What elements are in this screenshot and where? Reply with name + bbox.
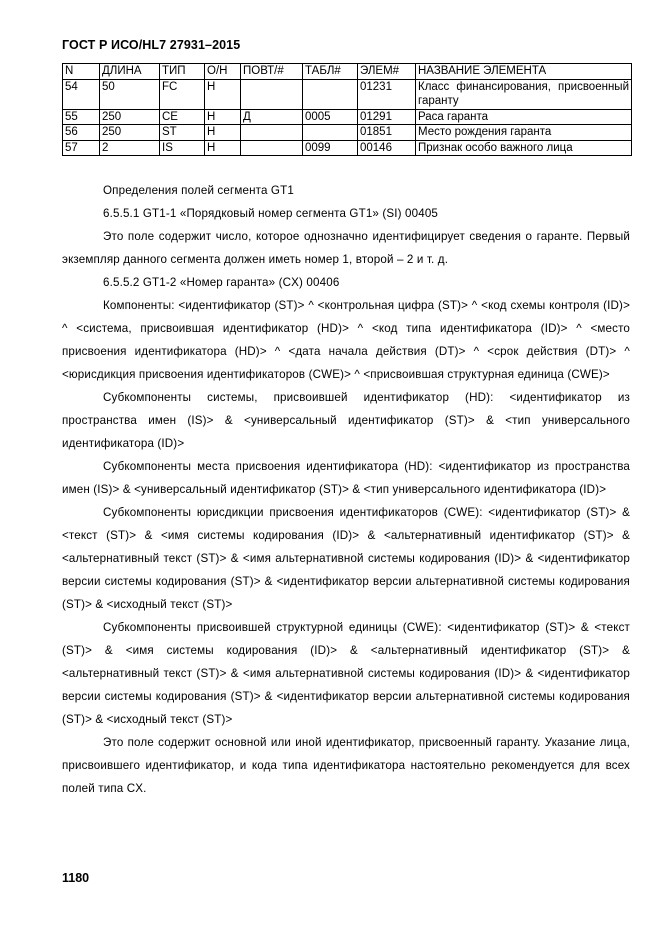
cell-required: Н xyxy=(205,125,241,141)
section-intro: Определения полей сегмента GT1 xyxy=(103,184,294,197)
col-header-type: ТИП xyxy=(160,64,205,80)
cell-n: 57 xyxy=(63,140,100,156)
cell-table: 0099 xyxy=(303,140,358,156)
cell-type: CE xyxy=(160,109,205,125)
cell-n: 56 xyxy=(63,125,100,141)
col-header-repeat: ПОВТ/# xyxy=(241,64,303,80)
paragraph: Это поле содержит основной или иной идентификатор, присвоенный гаранту. Указание лица, присвоившего идентификатор, и кода типа идентификатора настоятельно рекомендуется для всех полей типа CX. xyxy=(62,736,630,795)
cell-length: 2 xyxy=(100,140,160,156)
cell-repeat xyxy=(241,125,303,141)
cell-required: Н xyxy=(205,140,241,156)
col-header-length: ДЛИНА xyxy=(100,64,160,80)
table-header-row xyxy=(63,64,632,80)
cell-table xyxy=(303,125,358,141)
paragraph: Субкомпоненты системы, присвоившей идентификатор (HD): <идентификатор из пространства имен (IS)> & <универсальный идентификатор (ST)> & <тип универсального идентификатора (ID)> xyxy=(62,391,630,450)
cell-type: IS xyxy=(160,140,205,156)
cell-n: 55 xyxy=(63,109,100,125)
col-header-required: О/Н xyxy=(205,64,241,80)
cell-element-name: Место рождения гаранта xyxy=(416,125,632,141)
field-heading-gt1-2: 6.5.5.2 GT1-2 «Номер гаранта» (CX) 00406 xyxy=(103,276,340,289)
cell-required: Н xyxy=(205,79,241,109)
paragraph: Субкомпоненты присвоившей структурной единицы (CWE): <идентификатор (ST)> & <текст (ST)> & <имя системы кодирования (ID)> & <альтернативный идентификатор (ST)> & <альтернативный текст (ST)> & <имя альтернативной системы кодирования (ID)> & <идентификатор версии системы кодирования (ST)> & <идентификатор версии альтернативной системы кодирования (ST)> & <исходный текст (ST)> xyxy=(62,621,630,726)
cell-table xyxy=(303,79,358,109)
cell-element: 01291 xyxy=(358,109,416,125)
paragraph: Субкомпоненты места присвоения идентификатора (HD): <идентификатор из пространства имен (IS)> & <универсальный идентификатор (ST)> & <тип универсального идентификатора (ID)> xyxy=(62,460,630,496)
table-row xyxy=(63,140,632,156)
document-header: ГОСТ Р ИСО/HL7 27931–2015 xyxy=(62,38,241,52)
cell-repeat: Д xyxy=(241,109,303,125)
col-header-n: N xyxy=(63,64,100,80)
cell-required: Н xyxy=(205,109,241,125)
paragraph: Это поле содержит число, которое однозначно идентифицирует сведения о гаранте. Первый экземпляр данного сегмента должен иметь номер 1, второй – 2 и т. д. xyxy=(62,230,630,266)
cell-length: 250 xyxy=(100,125,160,141)
cell-repeat xyxy=(241,79,303,109)
cell-table: 0005 xyxy=(303,109,358,125)
cell-n: 54 xyxy=(63,79,100,109)
table-row xyxy=(63,109,632,125)
segment-fields-table xyxy=(62,63,632,156)
cell-repeat xyxy=(241,140,303,156)
cell-type: ST xyxy=(160,125,205,141)
paragraph: Субкомпоненты юрисдикции присвоения идентификаторов (CWE): <идентификатор (ST)> & <текст (ST)> & <имя системы кодирования (ID)> & <альтернативный идентификатор (ST)> & <альтернативный текст (ST)> & <имя альтернативной системы кодирования (ID)> & <идентификатор версии системы кодирования (ST)> & <идентификатор версии альтернативной системы кодирования (ST)> & <исходный текст (ST)> xyxy=(62,506,630,611)
cell-length: 250 xyxy=(100,109,160,125)
cell-element: 01851 xyxy=(358,125,416,141)
field-heading-gt1-1: 6.5.5.1 GT1-1 «Порядковый номер сегмента GT1» (SI) 00405 xyxy=(103,207,439,220)
paragraph: Компоненты: <идентификатор (ST)> ^ <контрольная цифра (ST)> ^ <код схемы контроля (ID)> ^ <система, присвоившая идентификатор (HD)> ^ <код типа идентификатора (ID)> ^ <место присвоения идентификатора (HD)> ^ <дата начала действия (DT)> ^ <срок действия (DT)> ^ <юрисдикция присвоения идентификаторов (CWE)> ^ <присвоившая структурная единица (CWE)> xyxy=(62,299,630,381)
page-number: 1180 xyxy=(62,871,90,885)
table-row xyxy=(63,79,632,109)
cell-element: 00146 xyxy=(358,140,416,156)
col-header-element: ЭЛЕМ# xyxy=(358,64,416,80)
col-header-table: ТАБЛ# xyxy=(303,64,358,80)
body-text xyxy=(62,179,630,800)
table-row xyxy=(63,125,632,141)
col-header-element-name: НАЗВАНИЕ ЭЛЕМЕНТА xyxy=(416,64,632,80)
cell-element-name: Признак особо важного лица xyxy=(416,140,632,156)
cell-length: 50 xyxy=(100,79,160,109)
cell-type: FC xyxy=(160,79,205,109)
cell-element-name: Раса гаранта xyxy=(416,109,632,125)
cell-element: 01231 xyxy=(358,79,416,109)
cell-element-name: Класс финансирования, присвоенный гаранту xyxy=(416,79,632,109)
